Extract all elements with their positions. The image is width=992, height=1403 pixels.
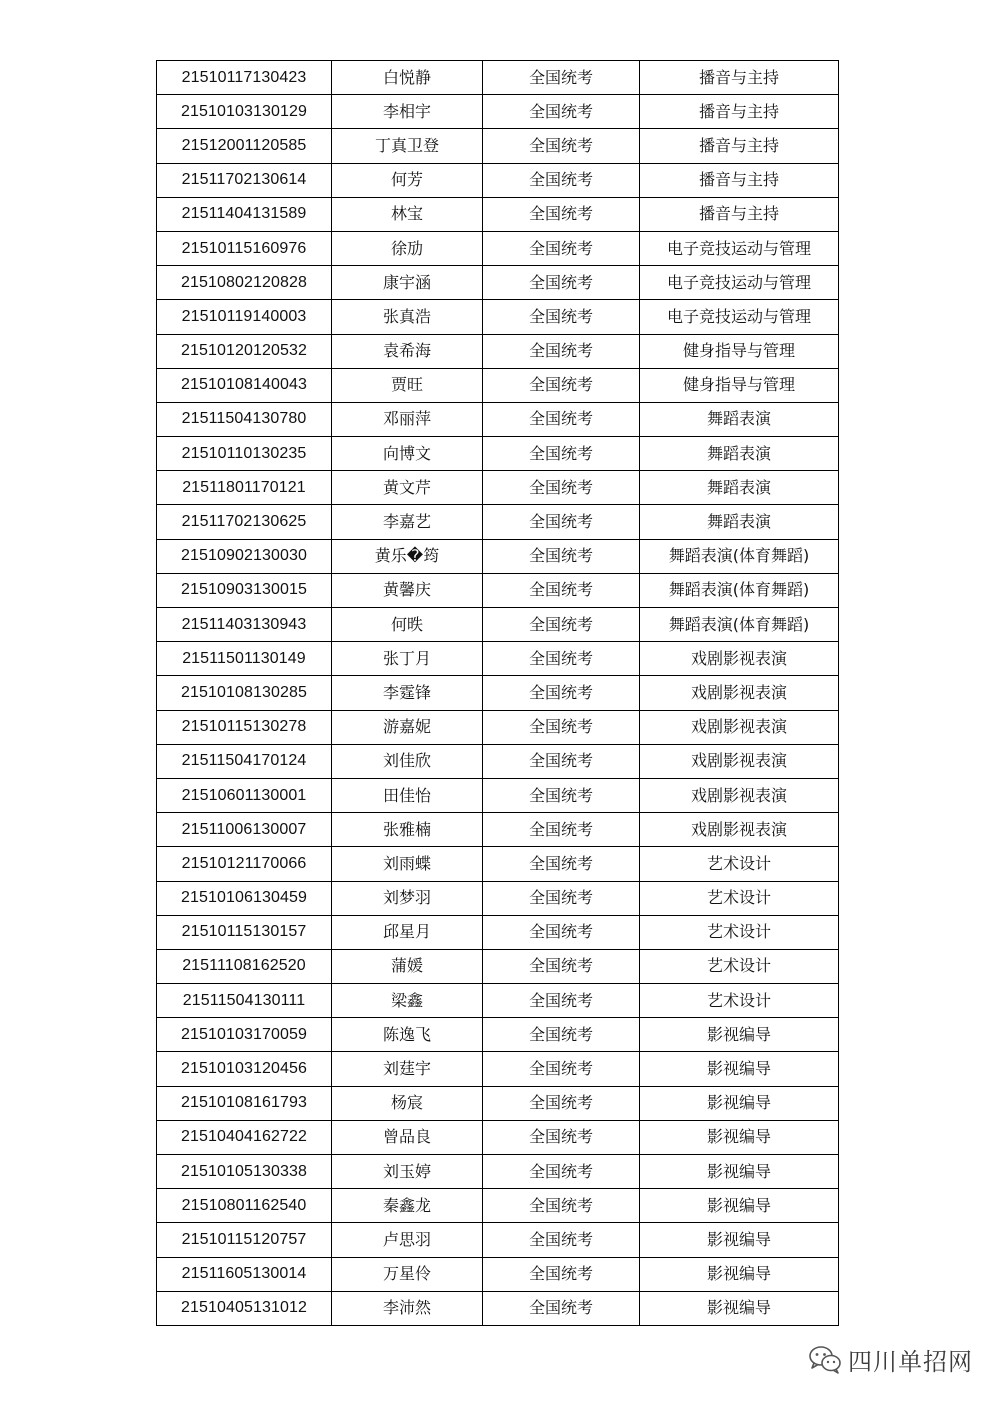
candidate-id-cell: 21510801162540 — [157, 1189, 332, 1223]
table-row — [157, 1189, 839, 1223]
table-row — [157, 197, 839, 231]
candidate-id-cell: 21510115160976 — [157, 231, 332, 265]
candidate-name-cell: 何昳 — [332, 608, 483, 642]
candidate-id-cell: 21512001120585 — [157, 129, 332, 163]
table-row — [157, 915, 839, 949]
watermark-text: 四川单招网 — [848, 1347, 973, 1376]
major-cell: 播音与主持 — [640, 197, 839, 231]
candidate-id-cell: 21510108130285 — [157, 676, 332, 710]
exam-type-cell: 全国统考 — [483, 813, 640, 847]
major-cell: 艺术设计 — [640, 915, 839, 949]
major-cell: 影视编导 — [640, 1052, 839, 1086]
table-row — [157, 676, 839, 710]
watermark — [808, 1342, 973, 1376]
candidate-id-cell: 21510106130459 — [157, 881, 332, 915]
candidate-name-cell: 何芳 — [332, 163, 483, 197]
candidate-name-cell: 贾旺 — [332, 368, 483, 402]
candidate-id-cell: 21511108162520 — [157, 949, 332, 983]
candidate-name-cell: 张雅楠 — [332, 813, 483, 847]
table-row — [157, 949, 839, 983]
candidate-id-cell: 21511702130625 — [157, 505, 332, 539]
exam-type-cell: 全国统考 — [483, 402, 640, 436]
exam-type-cell: 全国统考 — [483, 505, 640, 539]
candidate-id-cell: 21511504130780 — [157, 402, 332, 436]
candidate-id-cell: 21510601130001 — [157, 778, 332, 812]
candidate-name-cell: 张丁月 — [332, 642, 483, 676]
major-cell: 舞蹈表演 — [640, 505, 839, 539]
exam-type-cell: 全国统考 — [483, 847, 640, 881]
candidate-name-cell: 邱星月 — [332, 915, 483, 949]
candidate-name-cell: 刘玉婷 — [332, 1155, 483, 1189]
candidate-name-cell: 张真浩 — [332, 300, 483, 334]
exam-type-cell: 全国统考 — [483, 1052, 640, 1086]
major-cell: 播音与主持 — [640, 95, 839, 129]
exam-type-cell: 全国统考 — [483, 163, 640, 197]
exam-type-cell: 全国统考 — [483, 1018, 640, 1052]
exam-type-cell: 全国统考 — [483, 129, 640, 163]
candidate-id-cell: 21510108161793 — [157, 1086, 332, 1120]
major-cell: 戏剧影视表演 — [640, 710, 839, 744]
exam-type-cell: 全国统考 — [483, 61, 640, 95]
exam-type-cell: 全国统考 — [483, 642, 640, 676]
major-cell: 戏剧影视表演 — [640, 676, 839, 710]
exam-type-cell: 全国统考 — [483, 266, 640, 300]
table-row — [157, 505, 839, 539]
candidate-id-cell: 21511404131589 — [157, 197, 332, 231]
candidate-id-cell: 21511504170124 — [157, 744, 332, 778]
major-cell: 影视编导 — [640, 1120, 839, 1154]
candidate-name-cell: 丁真卫登 — [332, 129, 483, 163]
table-row — [157, 368, 839, 402]
major-cell: 艺术设计 — [640, 847, 839, 881]
candidate-name-cell: 卢思羽 — [332, 1223, 483, 1257]
candidate-id-cell: 21510117130423 — [157, 61, 332, 95]
major-cell: 舞蹈表演 — [640, 402, 839, 436]
table-row — [157, 778, 839, 812]
candidate-name-cell: 邓丽萍 — [332, 402, 483, 436]
table-row — [157, 163, 839, 197]
major-cell: 播音与主持 — [640, 129, 839, 163]
candidate-id-cell: 21510105130338 — [157, 1155, 332, 1189]
major-cell: 戏剧影视表演 — [640, 778, 839, 812]
candidate-id-cell: 21510115130278 — [157, 710, 332, 744]
table-row — [157, 1223, 839, 1257]
exam-type-cell: 全国统考 — [483, 1291, 640, 1325]
candidate-id-cell: 21511702130614 — [157, 163, 332, 197]
exam-type-cell: 全国统考 — [483, 984, 640, 1018]
exam-type-cell: 全国统考 — [483, 197, 640, 231]
candidate-name-cell: 陈逸飞 — [332, 1018, 483, 1052]
exam-type-cell: 全国统考 — [483, 1120, 640, 1154]
candidate-id-cell: 21511006130007 — [157, 813, 332, 847]
table-row — [157, 642, 839, 676]
candidate-id-cell: 21510115120757 — [157, 1223, 332, 1257]
table-row — [157, 61, 839, 95]
major-cell: 影视编导 — [640, 1018, 839, 1052]
candidate-id-cell: 21510903130015 — [157, 573, 332, 607]
candidate-name-cell: 黄馨庆 — [332, 573, 483, 607]
candidate-id-cell: 21510103120456 — [157, 1052, 332, 1086]
table-row — [157, 608, 839, 642]
candidate-name-cell: 黄乐�筠 — [332, 539, 483, 573]
major-cell: 戏剧影视表演 — [640, 642, 839, 676]
table-row — [157, 95, 839, 129]
major-cell: 电子竞技运动与管理 — [640, 231, 839, 265]
major-cell: 影视编导 — [640, 1223, 839, 1257]
exam-type-cell: 全国统考 — [483, 710, 640, 744]
major-cell: 播音与主持 — [640, 61, 839, 95]
table-row — [157, 1120, 839, 1154]
candidate-name-cell: 白悦静 — [332, 61, 483, 95]
candidate-id-cell: 21511403130943 — [157, 608, 332, 642]
table-row — [157, 1086, 839, 1120]
exam-type-cell: 全国统考 — [483, 334, 640, 368]
major-cell: 影视编导 — [640, 1086, 839, 1120]
candidate-name-cell: 袁希海 — [332, 334, 483, 368]
exam-type-cell: 全国统考 — [483, 744, 640, 778]
exam-type-cell: 全国统考 — [483, 573, 640, 607]
table-row — [157, 1291, 839, 1325]
candidate-name-cell: 林宝 — [332, 197, 483, 231]
major-cell: 舞蹈表演 — [640, 471, 839, 505]
roster-body — [157, 61, 839, 1326]
exam-type-cell: 全国统考 — [483, 437, 640, 471]
table-row — [157, 573, 839, 607]
major-cell: 影视编导 — [640, 1189, 839, 1223]
candidate-id-cell: 21510405131012 — [157, 1291, 332, 1325]
table-row — [157, 129, 839, 163]
candidate-name-cell: 梁鑫 — [332, 984, 483, 1018]
candidate-name-cell: 黄文芹 — [332, 471, 483, 505]
candidate-name-cell: 刘雨蝶 — [332, 847, 483, 881]
table-row — [157, 744, 839, 778]
candidate-name-cell: 徐劢 — [332, 231, 483, 265]
major-cell: 舞蹈表演 — [640, 437, 839, 471]
candidate-id-cell: 21510404162722 — [157, 1120, 332, 1154]
candidate-name-cell: 刘佳欣 — [332, 744, 483, 778]
candidate-name-cell: 李霆锋 — [332, 676, 483, 710]
exam-type-cell: 全国统考 — [483, 949, 640, 983]
exam-type-cell: 全国统考 — [483, 676, 640, 710]
exam-type-cell: 全国统考 — [483, 778, 640, 812]
exam-type-cell: 全国统考 — [483, 608, 640, 642]
candidate-name-cell: 蒲媛 — [332, 949, 483, 983]
table-row — [157, 266, 839, 300]
major-cell: 艺术设计 — [640, 984, 839, 1018]
table-row — [157, 1018, 839, 1052]
major-cell: 影视编导 — [640, 1155, 839, 1189]
major-cell: 电子竞技运动与管理 — [640, 266, 839, 300]
wechat-icon — [808, 1344, 842, 1374]
candidate-id-cell: 21510802120828 — [157, 266, 332, 300]
candidate-id-cell: 21510120120532 — [157, 334, 332, 368]
table-row — [157, 881, 839, 915]
major-cell: 艺术设计 — [640, 881, 839, 915]
candidate-name-cell: 万星伶 — [332, 1257, 483, 1291]
candidate-id-cell: 21510115130157 — [157, 915, 332, 949]
major-cell: 电子竞技运动与管理 — [640, 300, 839, 334]
table-row — [157, 1052, 839, 1086]
table-row — [157, 300, 839, 334]
candidate-id-cell: 21511501130149 — [157, 642, 332, 676]
major-cell: 健身指导与管理 — [640, 334, 839, 368]
exam-type-cell: 全国统考 — [483, 539, 640, 573]
candidate-name-cell: 康宇涵 — [332, 266, 483, 300]
candidate-name-cell: 刘莛宇 — [332, 1052, 483, 1086]
table-row — [157, 437, 839, 471]
candidate-name-cell: 李嘉艺 — [332, 505, 483, 539]
major-cell: 健身指导与管理 — [640, 368, 839, 402]
table-row — [157, 1155, 839, 1189]
candidate-id-cell: 21511605130014 — [157, 1257, 332, 1291]
candidate-name-cell: 刘梦羽 — [332, 881, 483, 915]
major-cell: 舞蹈表演(体育舞蹈) — [640, 573, 839, 607]
table-row — [157, 710, 839, 744]
candidate-name-cell: 曾品良 — [332, 1120, 483, 1154]
table-row — [157, 539, 839, 573]
major-cell: 戏剧影视表演 — [640, 744, 839, 778]
candidate-id-cell: 21510108140043 — [157, 368, 332, 402]
major-cell: 戏剧影视表演 — [640, 813, 839, 847]
candidate-name-cell: 游嘉妮 — [332, 710, 483, 744]
candidate-name-cell: 李沛然 — [332, 1291, 483, 1325]
exam-type-cell: 全国统考 — [483, 95, 640, 129]
exam-type-cell: 全国统考 — [483, 881, 640, 915]
candidate-id-cell: 21510103170059 — [157, 1018, 332, 1052]
candidate-name-cell: 杨宸 — [332, 1086, 483, 1120]
major-cell: 播音与主持 — [640, 163, 839, 197]
exam-type-cell: 全国统考 — [483, 1155, 640, 1189]
candidate-id-cell: 21511504130111 — [157, 984, 332, 1018]
major-cell: 舞蹈表演(体育舞蹈) — [640, 539, 839, 573]
exam-type-cell: 全国统考 — [483, 300, 640, 334]
major-cell: 艺术设计 — [640, 949, 839, 983]
exam-type-cell: 全国统考 — [483, 915, 640, 949]
candidate-id-cell: 21510110130235 — [157, 437, 332, 471]
candidate-id-cell: 21510119140003 — [157, 300, 332, 334]
exam-type-cell: 全国统考 — [483, 471, 640, 505]
table-row — [157, 471, 839, 505]
table-row — [157, 847, 839, 881]
exam-type-cell: 全国统考 — [483, 1086, 640, 1120]
candidate-name-cell: 李相宇 — [332, 95, 483, 129]
major-cell: 影视编导 — [640, 1257, 839, 1291]
major-cell: 舞蹈表演(体育舞蹈) — [640, 608, 839, 642]
table-row — [157, 231, 839, 265]
major-cell: 影视编导 — [640, 1291, 839, 1325]
candidate-name-cell: 向博文 — [332, 437, 483, 471]
table-row — [157, 984, 839, 1018]
admission-roster-table — [156, 60, 839, 1326]
table-row — [157, 813, 839, 847]
candidate-name-cell: 田佳怡 — [332, 778, 483, 812]
candidate-id-cell: 21510121170066 — [157, 847, 332, 881]
candidate-name-cell: 秦鑫龙 — [332, 1189, 483, 1223]
table-row — [157, 402, 839, 436]
table-row — [157, 1257, 839, 1291]
exam-type-cell: 全国统考 — [483, 1189, 640, 1223]
candidate-id-cell: 21511801170121 — [157, 471, 332, 505]
exam-type-cell: 全国统考 — [483, 368, 640, 402]
exam-type-cell: 全国统考 — [483, 231, 640, 265]
candidate-id-cell: 21510103130129 — [157, 95, 332, 129]
table-row — [157, 334, 839, 368]
candidate-id-cell: 21510902130030 — [157, 539, 332, 573]
exam-type-cell: 全国统考 — [483, 1223, 640, 1257]
exam-type-cell: 全国统考 — [483, 1257, 640, 1291]
